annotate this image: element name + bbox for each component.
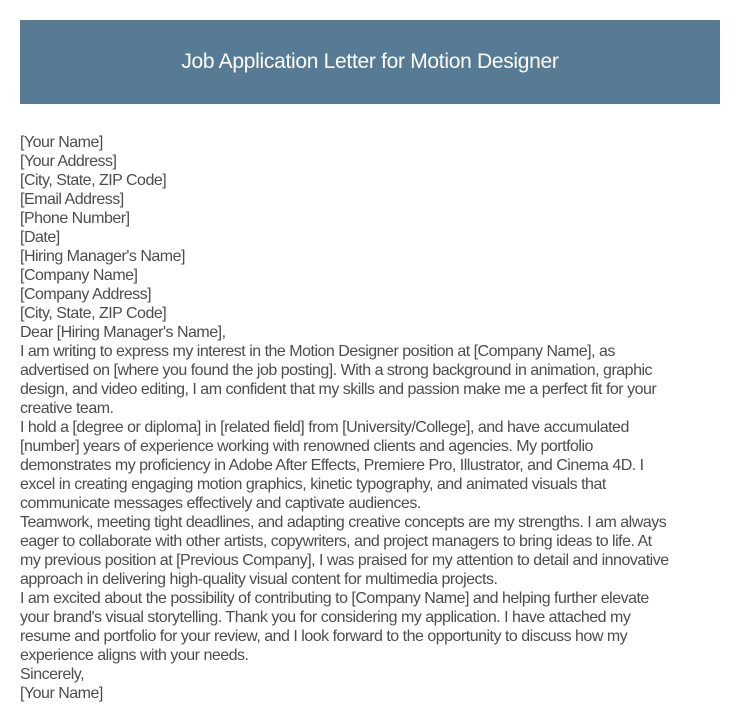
paragraph-line: creative team. (20, 400, 114, 417)
letter-body (20, 133, 725, 703)
paragraph-line: your brand's visual storytelling. Thank you for considering my application. I have attached my (20, 609, 631, 626)
paragraph-line: advertised on [where you found the job posting]. With a strong background in animation, graphic (20, 362, 653, 379)
paragraph-line: [number] years of experience working with renowned clients and agencies. My portfolio (20, 438, 593, 455)
recipient-manager-name: [Hiring Manager's Name] (20, 248, 185, 265)
paragraph-line: my previous position at [Previous Company], I was praised for my attention to detail and innovative (20, 552, 669, 569)
paragraph-intro (20, 342, 725, 418)
paragraph-line: I hold a [degree or diploma] in [related field] from [University/College], and have accumulated (20, 419, 629, 436)
paragraph-line: communicate messages effectively and captivate audiences. (20, 495, 421, 512)
paragraph-line: eager to collaborate with other artists, copywriters, and project managers to bring ideas to life. At (20, 533, 652, 550)
salutation: Dear [Hiring Manager's Name], (20, 324, 226, 341)
sender-name: [Your Name] (20, 134, 103, 151)
recipient-company-name: [Company Name] (20, 267, 138, 284)
closing: Sincerely, (20, 666, 85, 683)
title-banner (20, 20, 720, 104)
paragraph-line: resume and portfolio for your review, and I look forward to the opportunity to discuss how my (20, 628, 628, 645)
recipient-company-address: [Company Address] (20, 286, 152, 303)
paragraph-line: demonstrates my proficiency in Adobe After Effects, Premiere Pro, Illustrator, and Cinema 4D. I (20, 457, 644, 474)
sender-address: [Your Address] (20, 153, 117, 170)
paragraph-closing (20, 589, 725, 665)
sender-email: [Email Address] (20, 191, 124, 208)
paragraph-line: Teamwork, meeting tight deadlines, and adapting creative concepts are my strengths. I am always (20, 514, 667, 531)
letter-date: [Date] (20, 229, 60, 246)
paragraph-line: approach in delivering high-quality visual content for multimedia projects. (20, 571, 498, 588)
sender-phone: [Phone Number] (20, 210, 130, 227)
paragraph-line: I am writing to express my interest in the Motion Designer position at [Company Name], as (20, 343, 615, 360)
paragraph-line: experience aligns with your needs. (20, 647, 249, 664)
signature: [Your Name] (20, 685, 103, 702)
paragraph-line: design, and video editing, I am confident that my skills and passion make me a perfect fit for your (20, 381, 657, 398)
paragraph-strengths (20, 513, 725, 589)
paragraph-line: I am excited about the possibility of contributing to [Company Name] and helping further elevate (20, 590, 649, 607)
page-title: Job Application Letter for Motion Designer (181, 50, 559, 73)
paragraph-line: excel in creating engaging motion graphics, kinetic typography, and animated visuals that (20, 476, 606, 493)
paragraph-qualifications (20, 418, 725, 513)
sender-city-state-zip: [City, State, ZIP Code] (20, 172, 167, 189)
recipient-city-state-zip: [City, State, ZIP Code] (20, 305, 167, 322)
